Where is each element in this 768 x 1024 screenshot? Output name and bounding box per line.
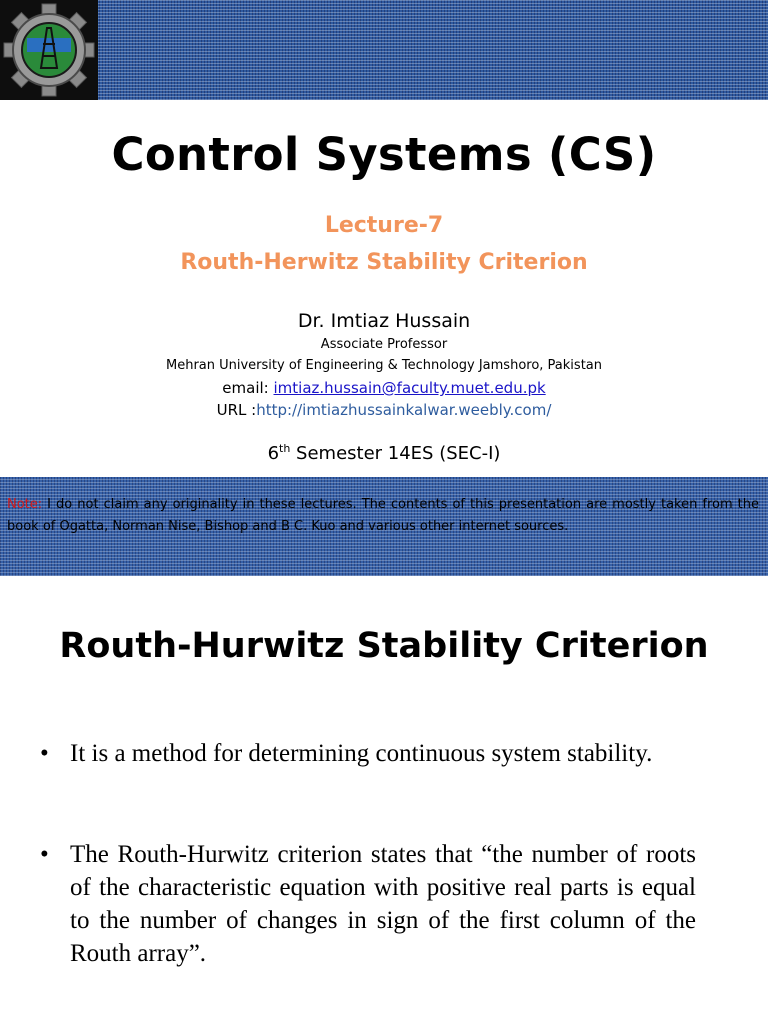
bullet-item [40,737,696,770]
semester-number: 6 [267,443,280,464]
author-name: Dr. Imtiaz Hussain [297,310,471,332]
url-line [0,401,768,419]
section-heading: Routh-Hurwitz Stability Criterion [59,626,709,666]
email-label: email: [222,379,274,397]
university-gear-logo-icon [3,3,95,97]
lecture-number: Lecture-7 [324,213,444,238]
slide-title: Control Systems (CS) [111,128,657,181]
bullet-icon: • [40,740,49,767]
url-link[interactable]: http://imtiazhussainkalwar.weebly.com/ [256,401,552,419]
url-label: URL : [216,401,257,419]
semester-suffix: th [279,442,291,455]
lecture-subtitle: Routh-Herwitz Stability Criterion [180,250,588,275]
semester-text: Semester 14ES (SEC-I) [290,443,501,464]
author-role: Associate Professor [320,337,448,352]
disclaimer-note [7,494,759,538]
top-banner [0,0,768,100]
email-line [0,379,768,397]
email-link[interactable]: imtiaz.hussain@faculty.muet.edu.pk [273,379,546,397]
bullet-text: It is a method for determining continuous system stability. [70,740,653,767]
note-text: I do not claim any originality in these lectures. The contents of this presentation are mostly taken from the book of Ogatta, Norman Nise, Bishop and B C. Kuo and various other internet sources. [7,497,759,534]
bullet-text: The Routh-Hurwitz criterion states that “the number of roots of the characteristic equation with positive real parts is equal to the number of changes in sign of the first column of the Routh array”. [70,841,696,967]
semester-line [0,442,768,464]
bullet-item [40,838,696,970]
note-label: Note: [7,497,43,512]
university-name: Mehran University of Engineering & Technology Jamshoro, Pakistan [165,358,602,373]
university-logo [0,0,98,100]
bullet-icon: • [40,841,49,868]
